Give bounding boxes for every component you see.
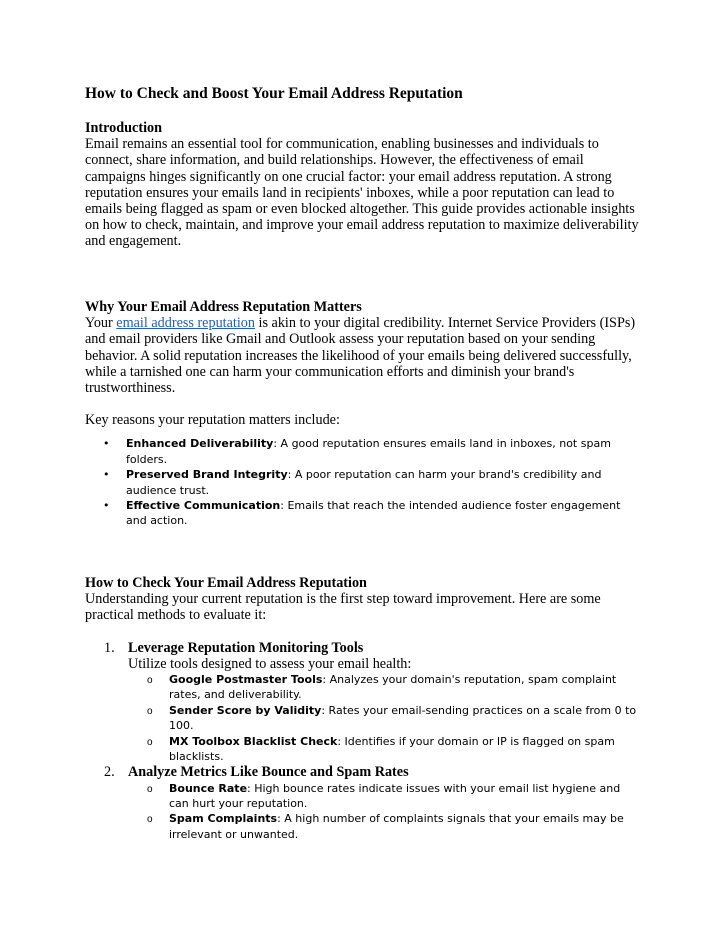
bullet-text: : A poor reputation can harm your brand's credibility and audience trust.: [126, 468, 602, 497]
item-term: MX Toolbox Blacklist Check: [169, 734, 338, 748]
step-number: 1.: [104, 639, 115, 656]
step-item: [85, 640, 640, 765]
item-text: : Identifies if your domain or IP is flagged on spam blacklists.: [169, 734, 615, 764]
circle-bullet-icon: o: [147, 705, 153, 717]
bullet-icon: •: [103, 468, 110, 482]
bullet-text: : A good reputation ensures emails land in inboxes, not spam folders.: [126, 437, 611, 466]
step-sublist: [128, 781, 640, 843]
step-desc: Utilize tools designed to assess your email health:: [128, 655, 412, 672]
list-item: [128, 781, 640, 812]
item-term: Spam Complaints: [169, 812, 278, 826]
circle-bullet-icon: o: [147, 675, 153, 687]
why-heading: Why Your Email Address Reputation Matters: [85, 299, 362, 315]
bullet-term: Preserved Brand Integrity: [126, 468, 288, 482]
circle-bullet-icon: o: [147, 814, 153, 826]
step-number: 2.: [104, 764, 115, 781]
check-heading: How to Check Your Email Address Reputation: [85, 575, 367, 591]
item-text: : A high number of complaints signals that your emails may be irrelevant or unwanted.: [169, 812, 624, 841]
why-body-rest: is akin to your digital credibility. Internet Service Providers (ISPs) and email providers like Gmail and Outlook assess your reputation based on your sending behavior. A solid reputation increases the likelihood of your emails being delivered successfully, while a tarnished one can harm your communication efforts and diminish your brand's trustworthiness.: [85, 315, 636, 397]
intro-section: [85, 120, 640, 250]
item-term: Sender Score by Validity: [169, 703, 322, 717]
list-item: [128, 811, 640, 842]
item-text: : Analyzes your domain's reputation, spam complaint rates, and deliverability.: [169, 673, 617, 702]
why-body: [85, 315, 640, 396]
list-item: [85, 436, 640, 467]
check-body: Understanding your current reputation is the first step toward improvement. Here are some practical methods to evaluate it:: [85, 591, 601, 624]
step-title: Leverage Reputation Monitoring Tools: [128, 639, 364, 656]
item-term: Google Postmaster Tools: [169, 673, 323, 687]
bullet-term: Enhanced Deliverability: [126, 437, 274, 451]
check-steps-list: [85, 640, 640, 843]
list-item: [85, 498, 640, 529]
list-item: [85, 467, 640, 498]
check-section: [85, 575, 640, 842]
list-item: [128, 672, 640, 703]
list-item: [128, 734, 640, 765]
circle-bullet-icon: o: [147, 783, 153, 795]
circle-bullet-icon: o: [147, 736, 153, 748]
step-title: Analyze Metrics Like Bounce and Spam Rates: [128, 764, 409, 781]
bullet-icon: •: [103, 437, 110, 451]
item-term: Bounce Rate: [169, 781, 248, 795]
email-reputation-link[interactable]: email address reputation: [116, 315, 255, 332]
bullet-term: Effective Communication: [126, 499, 281, 513]
bullet-text: : Emails that reach the intended audience foster engagement and action.: [126, 499, 621, 528]
intro-heading: Introduction: [85, 120, 162, 136]
step-sublist: [128, 672, 640, 764]
key-reasons-list: [85, 436, 640, 528]
item-text: : Rates your email-sending practices on a scale from 0 to 100.: [169, 703, 637, 733]
intro-body: Email remains an essential tool for communication, enabling businesses and individuals to connect, share information, and build relationships. However, the effectiveness of email campaigns hinges significantly on one crucial factor: your email address reputation. A strong reputation ensures your emails land in recipients' inboxes, while a poor reputation can lead to emails being flagged as spam or even blocked altogether. This guide provides actionable insights on how to check, maintain, and improve your email address reputation to maximize deliverability and engagement.: [85, 136, 639, 250]
list-item: [128, 703, 640, 734]
why-section: [85, 299, 640, 529]
why-body-start: Your: [85, 315, 117, 332]
step-item: [85, 764, 640, 842]
key-reasons-intro: Key reasons your reputation matters include:: [85, 412, 340, 429]
bullet-icon: •: [103, 499, 110, 513]
document-title: How to Check and Boost Your Email Address Reputation: [85, 85, 463, 102]
item-text: : High bounce rates indicate issues with your email list hygiene and can hurt your reputation.: [169, 781, 621, 811]
